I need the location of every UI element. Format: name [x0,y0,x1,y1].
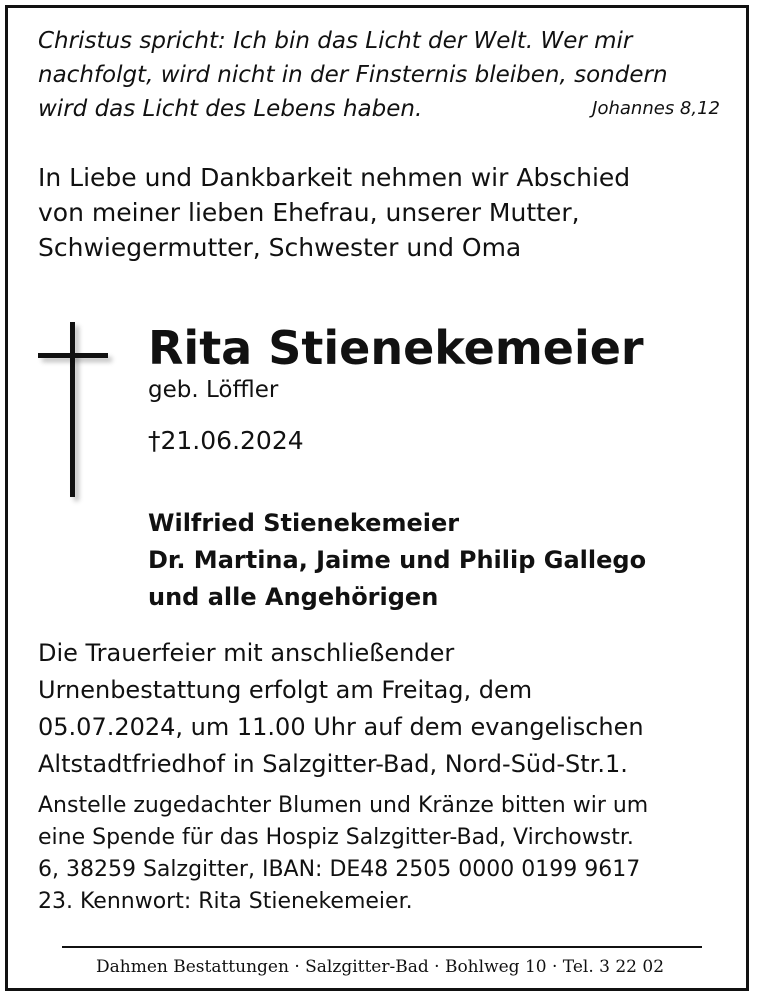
donation-request [38,790,720,918]
quote-line: Christus spricht: Ich bin das Licht der Welt. Wer mir [38,28,633,54]
donation-line: 23. Kennwort: Rita Stienekemeier. [38,889,413,914]
service-line: Altstadtfriedhof in Salzgitter-Bad, Nord-Süd-Str.1. [38,750,628,778]
donation-line: 6, 38259 Salzgitter, IBAN: DE48 2505 0000 0199 9617 [38,857,641,882]
deceased-name: Rita Stienekemeier [148,321,644,375]
mourner-line: Dr. Martina, Jaime und Philip Gallego [148,546,647,574]
funeral-home-footer: Dahmen Bestattungen · Salzgitter-Bad · Bohlweg 10 · Tel. 3 22 02 [95,957,665,977]
service-line: Urnenbestattung erfolgt am Freitag, dem [38,676,533,704]
quote-reference: Johannes 8,12 [592,98,720,119]
donation-line: Anstelle zugedachter Blumen und Kränze bitten wir um [38,793,649,818]
quote-line: wird das Licht des Lebens haben. [38,96,423,122]
funeral-service-info [38,635,720,783]
intro-text [38,160,720,265]
footer-divider [62,946,702,948]
cross-horizontal-beam [38,353,108,358]
intro-line: Schwiegermutter, Schwester und Oma [38,233,522,262]
bible-quote [38,24,720,126]
quote-line: nachfolgt, wird nicht in der Finsternis bleiben, sondern [38,62,668,88]
deceased-block [148,318,720,458]
death-date: †21.06.2024 [148,426,304,455]
maiden-name: geb. Löffler [148,377,279,403]
donation-line: eine Spende für das Hospiz Salzgitter-Bad, Virchowstr. [38,825,634,850]
mourner-line: Wilfried Stienekemeier [148,509,460,537]
cross-vertical-beam [70,322,75,497]
mourners-list [148,505,740,616]
cross-icon [38,322,108,500]
service-line: Die Trauerfeier mit anschließender [38,639,455,667]
service-line: 05.07.2024, um 11.00 Uhr auf dem evangelischen [38,713,644,741]
intro-line: von meiner lieben Ehefrau, unserer Mutter, [38,198,580,227]
mourner-line: und alle Angehörigen [148,583,439,611]
intro-line: In Liebe und Dankbarkeit nehmen wir Abschied [38,163,631,192]
